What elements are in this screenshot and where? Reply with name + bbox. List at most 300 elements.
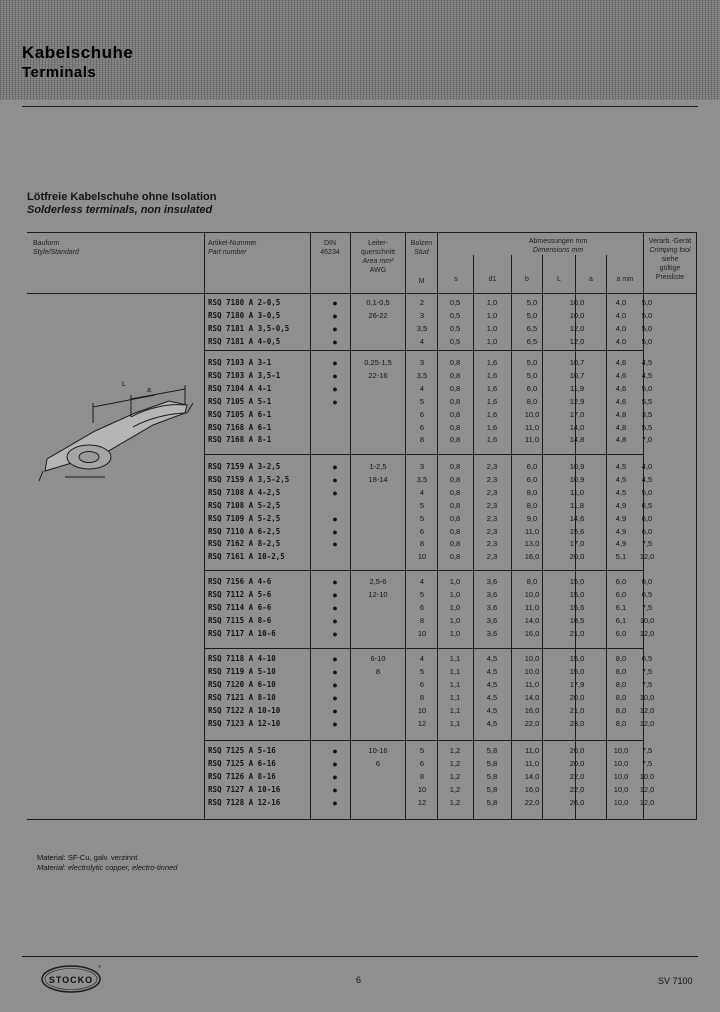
stud-size: 6 xyxy=(419,526,425,536)
dim-a: 4,8 xyxy=(615,422,627,432)
article-number: RSQ 7162 A 8-2,5 xyxy=(208,539,281,549)
dim-s: 0,8 xyxy=(449,370,461,380)
dim-l: 11,8 xyxy=(569,500,585,510)
conductor-area: 10-16 xyxy=(368,746,388,755)
dim-s: 1,2 xyxy=(449,797,461,807)
dim-a: 6,0 xyxy=(615,628,627,638)
din-mark: ● xyxy=(332,383,338,394)
dim-d1: 3,6 xyxy=(486,602,498,612)
dim-amin: 12,0 xyxy=(639,705,655,715)
group-rule xyxy=(204,454,643,455)
article-number: RSQ 7108 A 4-2,5 xyxy=(208,487,281,497)
table-row xyxy=(27,679,697,691)
din-mark: ● xyxy=(332,615,338,626)
stud-size: 8 xyxy=(419,771,425,781)
dim-l: 15,6 xyxy=(569,526,585,536)
din-mark: ● xyxy=(332,298,338,308)
dim-l: 10,9 xyxy=(569,462,585,471)
dim-amin: 4,5 xyxy=(641,370,653,380)
dim-b: 5,0 xyxy=(526,298,538,307)
header-title: Kabelschuhe xyxy=(22,43,134,62)
dim-s: 0,8 xyxy=(449,526,461,536)
din-mark: ● xyxy=(332,487,338,498)
dim-l: 17,9 xyxy=(569,679,585,689)
table-row xyxy=(27,422,697,434)
dim-l: 21,0 xyxy=(569,628,585,638)
dim-b: 10,0 xyxy=(524,654,540,663)
table-row xyxy=(27,297,697,309)
dim-amin: 5,0 xyxy=(641,298,653,307)
dim-s: 0,5 xyxy=(449,323,461,333)
stud-size: 2 xyxy=(419,298,425,307)
article-number: RSQ 7125 A 5-16 xyxy=(208,746,276,755)
dim-s: 0,8 xyxy=(449,552,461,562)
dim-d1: 2,3 xyxy=(486,526,498,536)
dim-a: 6,0 xyxy=(615,589,627,599)
stud-size: 8 xyxy=(419,615,425,625)
dim-s: 1,0 xyxy=(449,589,461,599)
din-mark: ● xyxy=(332,784,338,795)
table-row xyxy=(27,538,697,550)
table-row xyxy=(27,310,697,322)
header-b: b xyxy=(525,276,529,283)
header-d1: d1 xyxy=(488,276,497,283)
article-number: RSQ 7103 A 3,5-1 xyxy=(208,370,281,380)
dim-amin: 5,0 xyxy=(641,323,653,333)
dim-b: 6,5 xyxy=(526,336,538,346)
dim-amin: 6,5 xyxy=(641,500,653,510)
table-row xyxy=(27,513,697,525)
conductor-awg: 18-14 xyxy=(368,474,388,484)
dim-a: 4,6 xyxy=(615,383,627,393)
stud-size: 3 xyxy=(419,358,425,367)
dim-s: 1,1 xyxy=(449,692,461,702)
din-mark: ● xyxy=(332,577,338,587)
dim-d1: 4,5 xyxy=(486,705,498,715)
dim-a: 6,1 xyxy=(615,602,627,612)
dim-amin: 7,5 xyxy=(641,746,653,755)
dim-d1: 5,8 xyxy=(486,771,498,781)
table-row xyxy=(27,323,697,335)
din-mark: ● xyxy=(332,746,338,756)
stud-size: 3 xyxy=(419,310,425,320)
dim-d1: 5,8 xyxy=(486,797,498,807)
article-number: RSQ 7105 A 5-1 xyxy=(208,396,272,406)
dim-l: 12,0 xyxy=(569,323,585,333)
stud-size: 10 xyxy=(417,552,427,562)
stud-size: 4 xyxy=(419,654,425,663)
dim-l: 10,0 xyxy=(569,310,585,320)
dim-a: 6,1 xyxy=(615,615,627,625)
dim-a: 4,0 xyxy=(615,336,627,346)
dim-s: 0,8 xyxy=(449,435,461,445)
din-mark: ● xyxy=(332,358,338,368)
dim-a: 4,6 xyxy=(615,370,627,380)
din-mark: ● xyxy=(332,797,338,808)
dim-b: 8,0 xyxy=(526,577,538,586)
dim-l: 12,0 xyxy=(569,336,585,346)
table-row xyxy=(27,474,697,486)
stud-size: 4 xyxy=(419,336,425,346)
header-rule xyxy=(22,106,698,107)
dim-d1: 5,8 xyxy=(486,746,498,755)
article-number: RSQ 7128 A 12-16 xyxy=(208,797,281,807)
terminals-table xyxy=(27,232,697,819)
dim-s: 0,8 xyxy=(449,358,461,367)
material-en: Material: electrolytic copper, electro-tinned xyxy=(37,863,178,872)
stud-size: 10 xyxy=(417,784,427,794)
article-number: RSQ 7112 A 5-6 xyxy=(208,589,272,599)
table-row xyxy=(27,758,697,770)
stud-size: 6 xyxy=(419,409,425,419)
din-mark: ● xyxy=(332,666,338,677)
table-row xyxy=(27,526,697,538)
dim-b: 16,0 xyxy=(524,628,540,638)
table-row xyxy=(27,357,697,369)
stud-size: 10 xyxy=(417,705,427,715)
dim-a: 8,0 xyxy=(615,654,627,663)
dim-d1: 2,3 xyxy=(486,552,498,562)
dim-a: 8,0 xyxy=(615,679,627,689)
dim-a: 4,0 xyxy=(615,310,627,320)
article-number: RSQ 7181 A 4-0,5 xyxy=(208,336,281,346)
dim-amin: 12,0 xyxy=(639,784,655,794)
dim-amin: 6,0 xyxy=(641,577,653,586)
dim-s: 0,8 xyxy=(449,422,461,432)
article-number: RSQ 7180 A 2-0,5 xyxy=(208,298,281,307)
table-row xyxy=(27,487,697,499)
dim-d1: 1,0 xyxy=(486,336,498,346)
table-row xyxy=(27,615,697,627)
dim-d1: 2,3 xyxy=(486,500,498,510)
stud-size: 10 xyxy=(417,628,427,638)
dim-amin: 4,5 xyxy=(641,474,653,484)
dim-amin: 10,0 xyxy=(639,771,655,781)
table-row xyxy=(27,383,697,395)
dim-l: 15,6 xyxy=(569,602,585,612)
header-bolzen: Bolzen Stud M xyxy=(410,240,433,285)
dim-s: 0,8 xyxy=(449,383,461,393)
dim-l: 14,0 xyxy=(569,422,585,432)
dim-a: 8,0 xyxy=(615,718,627,728)
dim-d1: 2,3 xyxy=(486,487,498,497)
dim-s: 1,1 xyxy=(449,705,461,715)
header-artikel: Artikel-Nummer Part number xyxy=(208,240,257,256)
dim-amin: 12,0 xyxy=(639,628,655,638)
stud-size: 5 xyxy=(419,666,425,676)
table-row xyxy=(27,718,697,730)
dim-s: 0,8 xyxy=(449,474,461,484)
table-row xyxy=(27,666,697,678)
stud-size: 3,5 xyxy=(416,474,428,484)
stocko-logo xyxy=(40,962,102,994)
dim-l: 17,0 xyxy=(569,409,585,419)
dim-l: 22,0 xyxy=(569,784,585,794)
dim-b: 5,0 xyxy=(526,310,538,320)
din-mark: ● xyxy=(332,692,338,703)
table-row xyxy=(27,628,697,640)
din-mark: ● xyxy=(332,474,338,485)
dim-amin: 6,0 xyxy=(641,513,653,523)
stud-size: 6 xyxy=(419,422,425,432)
din-mark: ● xyxy=(332,705,338,716)
article-number: RSQ 7104 A 4-1 xyxy=(208,383,272,393)
dim-l: 20,0 xyxy=(569,746,585,755)
dim-d1: 4,5 xyxy=(486,679,498,689)
dim-d1: 2,3 xyxy=(486,513,498,523)
dim-d1: 1,6 xyxy=(486,358,498,367)
dim-d1: 3,6 xyxy=(486,615,498,625)
table-bottom-rule xyxy=(27,819,697,820)
stud-size: 5 xyxy=(419,500,425,510)
dim-l: 20,0 xyxy=(569,552,585,562)
conductor-awg: 6 xyxy=(375,758,381,768)
table-row xyxy=(27,409,697,421)
conductor-area: 2,5-6 xyxy=(369,577,387,586)
dim-b: 5,0 xyxy=(526,358,538,367)
dim-b: 16,0 xyxy=(524,784,540,794)
dim-l: 22,0 xyxy=(569,771,585,781)
dim-a: 4,9 xyxy=(615,526,627,536)
dim-d1: 2,3 xyxy=(486,462,498,471)
article-number: RSQ 7120 A 6-10 xyxy=(208,679,276,689)
stud-size: 4 xyxy=(419,383,425,393)
article-number: RSQ 7127 A 10-16 xyxy=(208,784,281,794)
dim-amin: 7,5 xyxy=(641,602,653,612)
header-subtitle: Terminals xyxy=(22,64,97,81)
dim-d1: 2,3 xyxy=(486,539,498,549)
dim-a: 8,0 xyxy=(615,705,627,715)
dim-l: 15,0 xyxy=(569,589,585,599)
din-mark: ● xyxy=(332,310,338,321)
article-number: RSQ 7181 A 3,5-0,5 xyxy=(208,323,290,333)
dim-b: 10,0 xyxy=(524,589,540,599)
dim-s: 1,2 xyxy=(449,784,461,794)
dim-a: 4,8 xyxy=(615,409,627,419)
dim-b: 6,0 xyxy=(526,383,538,393)
dim-s: 0,8 xyxy=(449,513,461,523)
dim-amin: 5,0 xyxy=(641,310,653,320)
dim-s: 1,0 xyxy=(449,628,461,638)
article-number: RSQ 7105 A 6-1 xyxy=(208,409,272,419)
stud-size: 8 xyxy=(419,539,425,549)
dim-d1: 1,0 xyxy=(486,323,498,333)
dim-b: 11,0 xyxy=(524,746,540,755)
dim-b: 9,0 xyxy=(526,513,538,523)
dim-b: 11,0 xyxy=(524,435,540,445)
dim-d1: 1,6 xyxy=(486,409,498,419)
table-row xyxy=(27,370,697,382)
dim-a: 4,8 xyxy=(615,435,627,445)
dim-s: 0,5 xyxy=(449,310,461,320)
dim-s: 1,1 xyxy=(449,654,461,663)
dim-b: 6,5 xyxy=(526,323,538,333)
article-number: RSQ 7109 A 5-2,5 xyxy=(208,513,281,523)
dim-a: 6,0 xyxy=(615,577,627,586)
dim-l: 15,0 xyxy=(569,666,585,676)
article-number: RSQ 7119 A 5-10 xyxy=(208,666,276,676)
stud-size: 4 xyxy=(419,487,425,497)
table-row xyxy=(27,576,697,588)
din-mark: ● xyxy=(332,396,338,407)
dim-a: 4,6 xyxy=(615,396,627,406)
table-row xyxy=(27,461,697,473)
dim-a: 4,6 xyxy=(615,358,627,367)
table-row xyxy=(27,745,697,757)
dim-l: 20,0 xyxy=(569,692,585,702)
dim-b: 14,0 xyxy=(524,771,540,781)
dim-a: 8,0 xyxy=(615,692,627,702)
stud-size: 12 xyxy=(417,797,427,807)
dim-l: 23,0 xyxy=(569,718,585,728)
dim-s: 1,0 xyxy=(449,602,461,612)
dim-s: 1,1 xyxy=(449,666,461,676)
din-mark: ● xyxy=(332,654,338,664)
dim-amin: 4,0 xyxy=(641,462,653,471)
dim-d1: 3,6 xyxy=(486,589,498,599)
din-mark: ● xyxy=(332,771,338,782)
dim-l: 11,9 xyxy=(569,383,585,393)
din-mark: ● xyxy=(332,526,338,537)
dim-a: 8,0 xyxy=(615,666,627,676)
dim-a: 4,5 xyxy=(615,487,627,497)
dim-l: 14,8 xyxy=(569,435,585,445)
dim-a: 10,0 xyxy=(613,746,629,755)
dim-s: 0,8 xyxy=(449,396,461,406)
article-number: RSQ 7118 A 4-10 xyxy=(208,654,276,663)
stud-size: 4 xyxy=(419,577,425,586)
group-rule xyxy=(204,570,643,571)
din-mark: ● xyxy=(332,602,338,613)
article-number: RSQ 7125 A 6-16 xyxy=(208,758,276,768)
conductor-area: 6-10 xyxy=(370,654,386,663)
stud-size: 5 xyxy=(419,589,425,599)
article-number: RSQ 7103 A 3-1 xyxy=(208,358,272,367)
svg-text:®: ® xyxy=(98,964,101,969)
dim-d1: 2,3 xyxy=(486,474,498,484)
dim-b: 16,0 xyxy=(524,705,540,715)
dim-amin: 7,5 xyxy=(641,679,653,689)
page-number: 6 xyxy=(356,975,362,985)
dim-a: 4,5 xyxy=(615,474,627,484)
dim-amin: 7,5 xyxy=(641,539,653,549)
dim-d1: 4,5 xyxy=(486,666,498,676)
dim-a: 10,0 xyxy=(613,784,629,794)
stud-size: 8 xyxy=(419,692,425,702)
conductor-area: 1-2,5 xyxy=(369,462,387,471)
dim-b: 8,0 xyxy=(526,487,538,497)
din-mark: ● xyxy=(332,462,338,472)
dim-a: 4,5 xyxy=(615,462,627,471)
article-number: RSQ 7168 A 6-1 xyxy=(208,422,272,432)
dim-d1: 4,5 xyxy=(486,654,498,663)
dim-b: 5,0 xyxy=(526,370,538,380)
dim-l: 21,0 xyxy=(569,705,585,715)
dim-s: 1,2 xyxy=(449,771,461,781)
header-s: s xyxy=(454,276,458,283)
article-number: RSQ 7110 A 6-2,5 xyxy=(208,526,281,536)
dim-s: 1,2 xyxy=(449,746,461,755)
table-row xyxy=(27,692,697,704)
dim-s: 1,2 xyxy=(449,758,461,768)
article-number: RSQ 7161 A 10-2,5 xyxy=(208,552,285,562)
dim-d1: 1,6 xyxy=(486,422,498,432)
table-row xyxy=(27,500,697,512)
dim-a: 4,9 xyxy=(615,539,627,549)
dim-d1: 3,6 xyxy=(486,628,498,638)
conductor-awg: 26-22 xyxy=(368,310,388,320)
dim-amin: 5,0 xyxy=(641,487,653,497)
article-number: RSQ 7156 A 4-6 xyxy=(208,577,272,586)
dim-amin: 10,0 xyxy=(639,615,655,625)
din-mark: ● xyxy=(332,323,338,334)
dim-b: 11,0 xyxy=(524,422,540,432)
dim-s: 0,8 xyxy=(449,462,461,471)
dim-s: 0,5 xyxy=(449,336,461,346)
document-code: SV 7100 xyxy=(658,976,693,986)
dim-d1: 1,6 xyxy=(486,370,498,380)
dim-a: 5,1 xyxy=(615,552,627,562)
header-leiter: Leiter- querschnitt Area mm² AWG xyxy=(360,240,396,274)
dim-amin: 6,0 xyxy=(641,526,653,536)
dim-b: 11,0 xyxy=(524,758,540,768)
dim-l: 11,0 xyxy=(569,487,585,497)
din-mark: ● xyxy=(332,758,338,769)
dim-l: 17,0 xyxy=(569,539,585,549)
dim-d1: 4,5 xyxy=(486,692,498,702)
dim-amin: 10,0 xyxy=(639,692,655,702)
dim-l: 14,6 xyxy=(569,513,585,523)
article-number: RSQ 7122 A 10-10 xyxy=(208,705,281,715)
dim-a: 10,0 xyxy=(613,797,629,807)
dim-a: 4,0 xyxy=(615,323,627,333)
material-de: Material: SF-Cu, galv. verzinnt xyxy=(37,853,138,862)
stud-size: 6 xyxy=(419,758,425,768)
dim-l: 10,7 xyxy=(569,370,585,380)
dim-s: 0,5 xyxy=(449,298,461,307)
dim-b: 11,0 xyxy=(524,526,540,536)
dim-d1: 4,5 xyxy=(486,718,498,728)
stud-size: 3,5 xyxy=(416,323,428,333)
dim-b: 6,0 xyxy=(526,474,538,484)
dim-amin: 5,5 xyxy=(641,396,653,406)
dim-amin: 6,5 xyxy=(641,589,653,599)
dim-l: 18,5 xyxy=(569,615,585,625)
dim-d1: 1,6 xyxy=(486,435,498,445)
dim-d1: 1,6 xyxy=(486,383,498,393)
header-verarb: Verarb.-Gerät Crimping tool siehe gültige Preisliste xyxy=(648,238,692,281)
dim-d1: 3,6 xyxy=(486,577,498,586)
table-row xyxy=(27,705,697,717)
article-number: RSQ 7180 A 3-0,5 xyxy=(208,310,281,320)
article-number: RSQ 7168 A 8-1 xyxy=(208,435,272,445)
din-mark: ● xyxy=(332,718,338,729)
dim-amin: 7,0 xyxy=(641,435,653,445)
table-row xyxy=(27,589,697,601)
dim-s: 1,1 xyxy=(449,718,461,728)
dim-amin: 3,5 xyxy=(641,409,653,419)
din-mark: ● xyxy=(332,336,338,347)
article-number: RSQ 7121 A 8-10 xyxy=(208,692,276,702)
table-row xyxy=(27,336,697,348)
dim-b: 14,0 xyxy=(524,615,540,625)
dim-b: 10,0 xyxy=(524,666,540,676)
section-title-de: Lötfreie Kabelschuhe ohne Isolation xyxy=(27,191,217,203)
header-l: L xyxy=(557,276,561,283)
dim-b: 14,0 xyxy=(524,692,540,702)
dim-d1: 1,0 xyxy=(486,298,498,307)
table-row xyxy=(27,396,697,408)
